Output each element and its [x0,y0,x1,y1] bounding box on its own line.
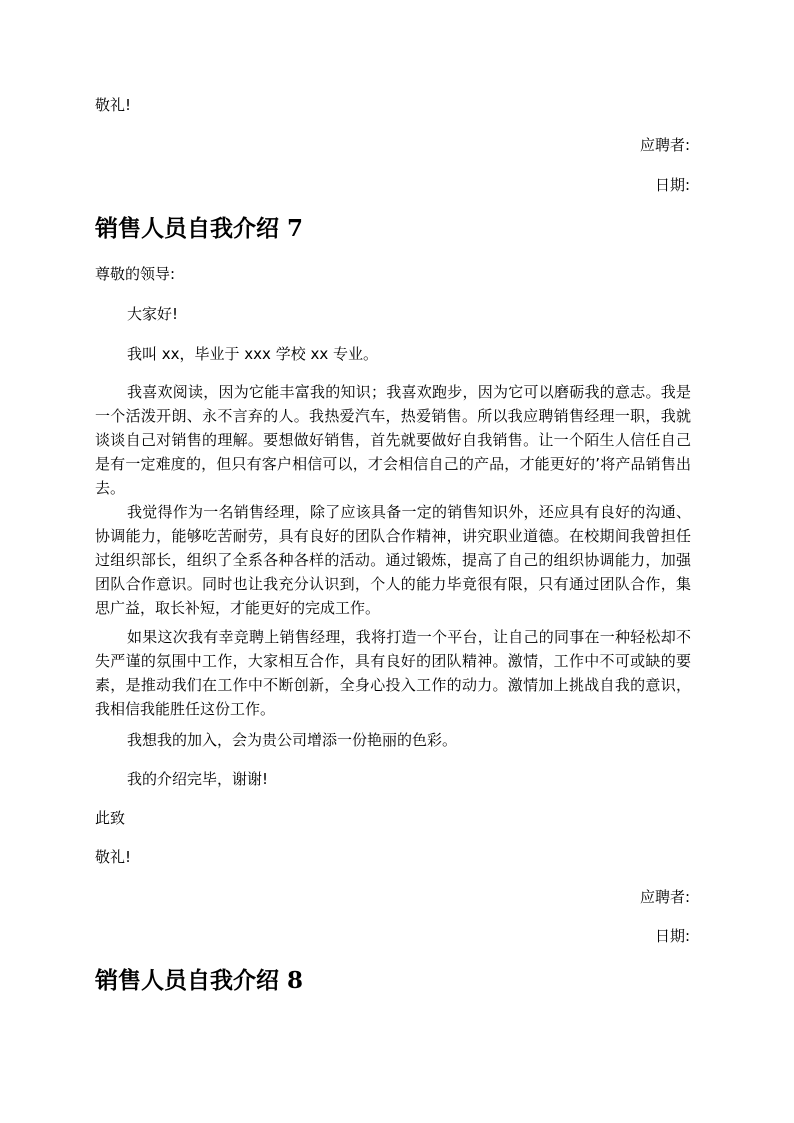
paragraph-hobbies: 我喜欢阅读，因为它能丰富我的知识；我喜欢跑步，因为它可以磨砺我的意志。我是一个活泼开朗、永不言弃的人。我热爱汽车，热爱销售。所以我应聘销售经理一职，我就谈谈自己对销售的理解。要想做好销售，首先就要做好自我销售。让一个陌生人信任自己是有一定难度的，但只有客户相信可以，才会相信自己的产品，才能更好的’将产品销售出去。 [95,383,691,497]
section-8-title: 销售人员自我介绍 8 [95,967,304,994]
applicant-signature: 应聘者: [639,888,690,906]
applicant-signature-top: 应聘者: [639,136,690,154]
intro-line: 我叫 xx，毕业于 xxx 学校 xx 专业。 [127,345,378,363]
greeting: 尊敬的领导: [95,265,176,283]
salute-line: 敬礼! [95,848,132,866]
date-line: 日期: [654,927,690,945]
salute-top: 敬礼! [95,96,132,114]
paragraph-plan: 如果这次我有幸竞聘上销售经理，我将打造一个平台，让自己的同事在一种轻松却不失严谨的氛围中工作，大家相互合作，具有良好的团队精神。激情，工作中不可或缺的要素，是推动我们在工作中不断创新，全身心投入工作的动力。激情加上挑战自我的意识，我相信我能胜任这份工作。 [95,628,691,718]
hello-line: 大家好! [127,305,179,323]
cizhi-line: 此致 [95,809,126,827]
paragraph-sales-manager: 我觉得作为一名销售经理，除了应该具备一定的销售知识外，还应具有良好的沟通、协调能力，能够吃苦耐劳，具有良好的团队合作精神，讲究职业道德。在校期间我曾担任过组织部长，组织了全系各种各样的活动。通过锻炼，提高了自己的组织协调能力，加强团队合作意识。同时也让我充分认识到，个人的能力毕竟很有限，只有通过团队合作，集思广益，取长补短，才能更好的完成工作。 [95,503,691,617]
addition-line: 我想我的加入，会为贵公司增添一份艳丽的色彩。 [127,731,458,749]
section-7-title: 销售人员自我介绍 7 [95,215,304,242]
thanks-line: 我的介绍完毕，谢谢! [127,770,269,788]
date-line-top: 日期: [654,176,690,194]
